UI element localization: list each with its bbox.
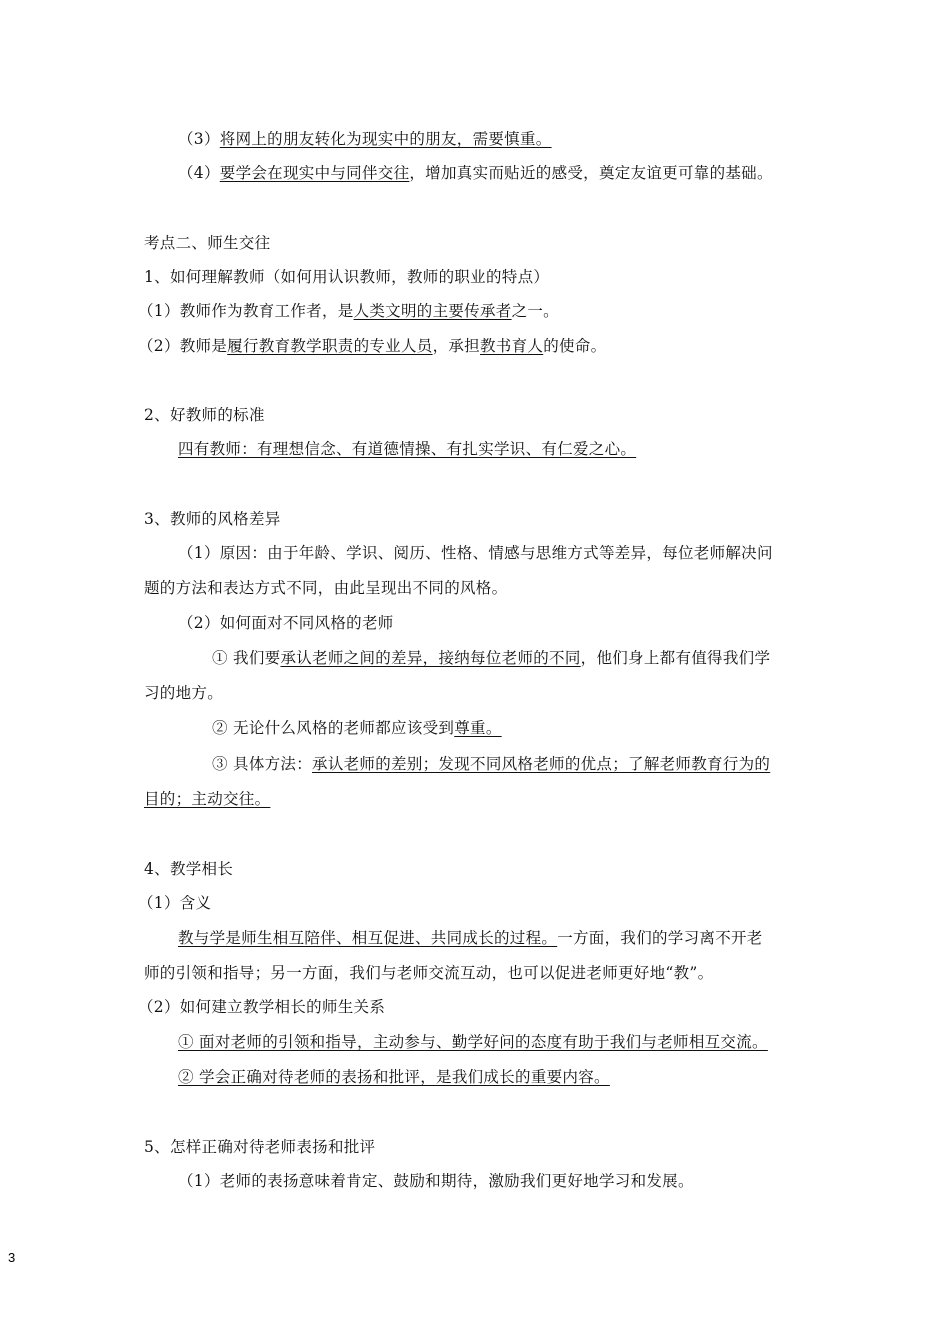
q3-sub-1-line-1: ① 我们要承认老师之间的差异，接纳每位老师的不同，他们身上都有值得我们学 <box>212 649 771 667</box>
q1-point-2: （2）教师是履行教育教学职责的专业人员，承担教书育人的使命。 <box>138 337 607 355</box>
q3-point-1-line-2: 题的方法和表达方式不同，由此呈现出不同的风格。 <box>144 579 508 597</box>
q2-heading: 2、好教师的标准 <box>144 406 265 424</box>
section-title: 考点二、师生交往 <box>144 234 271 252</box>
q4-heading: 4、教学相长 <box>144 860 234 878</box>
q4-definition-line-2: 师的引领和指导；另一方面，我们与老师交流互动，也可以促进老师更好地“教”。 <box>144 964 714 982</box>
q4-definition-line-1: 教与学是师生相互陪伴、相互促进、共同成长的过程。一方面，我们的学习离不开老 <box>178 929 763 947</box>
q1-heading: 1、如何理解教师（如何用认识教师，教师的职业的特点） <box>144 268 550 286</box>
q4-sub-2: ② 学会正确对待老师的表扬和批评，是我们成长的重要内容。 <box>178 1068 610 1086</box>
item-4: （4）要学会在现实中与同伴交往，增加真实而贴近的感受，奠定友谊更可靠的基础。 <box>178 164 773 182</box>
q5-heading: 5、怎样正确对待老师表扬和批评 <box>144 1138 376 1156</box>
item-3: （3）将网上的朋友转化为现实中的朋友，需要慎重。 <box>178 130 552 148</box>
q4-point-1: （1）含义 <box>138 894 212 912</box>
q3-sub-2: ② 无论什么风格的老师都应该受到尊重。 <box>212 719 502 737</box>
q4-point-2: （2）如何建立教学相长的师生关系 <box>138 998 386 1016</box>
page-number: 3 <box>8 1250 16 1265</box>
q1-point-1: （1）教师作为教育工作者，是人类文明的主要传承者之一。 <box>138 302 559 320</box>
q3-sub-3-line-1: ③ 具体方法：承认老师的差别；发现不同风格老师的优点；了解老师教育行为的 <box>212 755 771 773</box>
q2-text: 四有教师：有理想信念、有道德情操、有扎实学识、有仁爱之心。 <box>178 440 637 458</box>
q3-sub-1-line-2: 习的地方。 <box>144 684 224 702</box>
q3-point-1-line-1: （1）原因：由于年龄、学识、阅历、性格、情感与思维方式等差异，每位老师解决问 <box>178 544 773 562</box>
q3-point-2: （2）如何面对不同风格的老师 <box>178 614 394 632</box>
q3-sub-3-line-2: 目的；主动交往。 <box>144 790 271 808</box>
q4-sub-1: ① 面对老师的引领和指导，主动参与、勤学好问的态度有助于我们与老师相互交流。 <box>178 1033 768 1051</box>
q3-heading: 3、教师的风格差异 <box>144 510 281 528</box>
q5-point-1: （1）老师的表扬意味着肯定、鼓励和期待，激励我们更好地学习和发展。 <box>178 1172 694 1190</box>
